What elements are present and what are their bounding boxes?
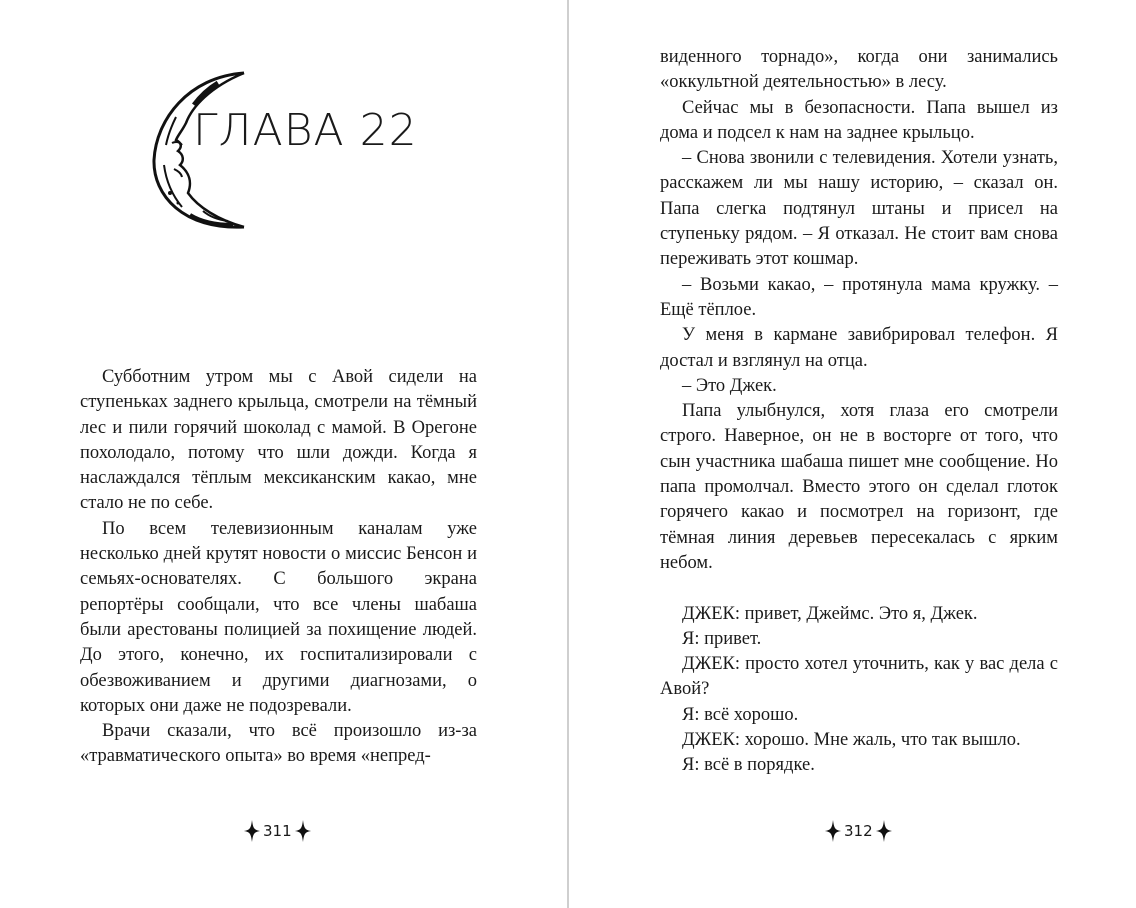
right-body-text: [660, 45, 1058, 779]
paragraph: – Это Джек.: [682, 375, 777, 396]
four-point-star-icon: [876, 820, 892, 842]
paragraph: Врачи сказали, что всё произошло из-за «травматического опыта» во время «непред-: [80, 721, 477, 767]
paragraph: Сейчас мы в безопасности. Папа вышел из дома и подсел к нам на заднее крыльцо.: [660, 97, 1058, 143]
chat-message: Я: всё в порядке.: [682, 755, 815, 776]
paragraph: – Снова звонили с телевидения. Хотели узнать, расскажем ли мы нашу историю, – сказал он. Папа слегка подтянул штаны и присел на ступеньку рядом. – Я отказал. Не стоит вам снова переживать этот кошмар.: [660, 148, 1058, 270]
paragraph: Папа улыбнулся, хотя глаза его смотрели строго. Наверное, он не в восторге от того, что сын участника шабаша пишет мне сообщение. Но папа промолчал. Вместо этого он сделал глоток горячего какао и посмотрел на горизонт, где тёмная линия деревьев пересекалась с ярким небом.: [660, 401, 1058, 573]
four-point-star-icon: [825, 820, 841, 842]
paragraph: Субботним утром мы с Авой сидели на ступеньках заднего крыльца, смотрели на тёмный лес и пили горячий шоколад с мамой. В Орегоне похолодало, потому что шли дожди. Когда я наслаждался тёплым мексиканским какао, мне стало не по себе.: [80, 367, 477, 514]
page-number: 312: [844, 822, 873, 840]
chat-message: ДЖЕК: привет, Джеймс. Это я, Джек.: [682, 603, 978, 624]
chat-message: Я: всё хорошо.: [682, 704, 799, 725]
paragraph: виденного торнадо», когда они занимались «оккультной деятельностью» в лесу.: [660, 47, 1058, 93]
page-number-left: [244, 820, 311, 842]
paragraph: – Возьми какао, – протянула мама кружку. – Ещё тёплое.: [660, 274, 1058, 320]
paragraph: У меня в кармане завибрировал телефон. Я достал и взглянул на отца.: [660, 325, 1058, 371]
chapter-title: ГЛАВА 22: [193, 105, 418, 156]
paragraph: По всем телевизионным каналам уже несколько дней крутят новости о миссис Бенсон и семьях-основателях. С большого экрана репортёры сообщали, что все члены шабаша были арестованы полицией за похищение людей. До этого, конечно, их госпитализировали с обезвоживанием и другими диагнозами, о которых они даже не подозревали.: [80, 518, 477, 716]
book-spine-divider: [567, 0, 569, 908]
page-number-right: [825, 820, 892, 842]
right-page: [570, 0, 1136, 908]
chat-message: ДЖЕК: просто хотел уточнить, как у вас дела с Авой?: [660, 654, 1058, 700]
chat-message: ДЖЕК: хорошо. Мне жаль, что так вышло.: [682, 730, 1021, 751]
left-body-text: [80, 365, 477, 770]
page-number: 311: [263, 822, 292, 840]
four-point-star-icon: [244, 820, 260, 842]
four-point-star-icon: [295, 820, 311, 842]
chapter-heading: [148, 65, 448, 240]
chat-message: Я: привет.: [682, 628, 762, 649]
